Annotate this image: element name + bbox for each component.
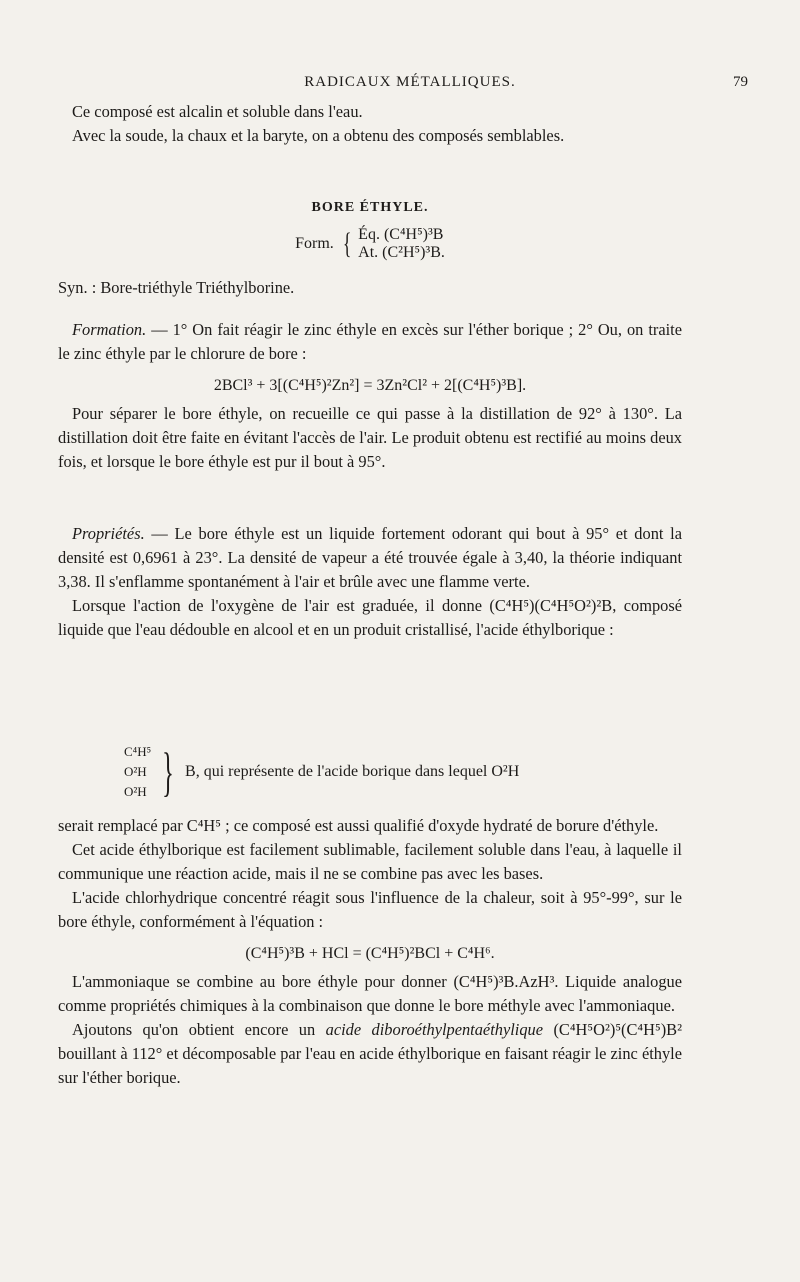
properties-text: — Le bore éthyle est un liquide fortement odorant qui bout à 95° et dont la densité est 0,6961 à 23°. La densité de vapeur a été trouvée égale à 3,40, la théorie indiquant 3,38. Il s'enflamme spontanément à l'air et brûle avec une flamme verte. bbox=[58, 524, 682, 591]
structure-line-1: C⁴H⁵ bbox=[124, 744, 152, 759]
paragraph-replaced: serait remplacé par C⁴H⁵ ; ce composé est aussi qualifié d'oxyde hydraté de borure d'éthyle. bbox=[58, 816, 659, 835]
paragraph-soda: Avec la soude, la chaux et la baryte, on a obtenu des composés semblables. bbox=[72, 126, 565, 145]
paragraph-properties bbox=[58, 522, 682, 594]
remainder-block bbox=[58, 814, 682, 1090]
title-block bbox=[58, 196, 682, 220]
equation-2: (C⁴H⁵)³B + HCl = (C⁴H⁵)²BCl + C⁴H⁶. bbox=[245, 945, 495, 962]
equation-1: 2BCl³ + 3[(C⁴H⁵)²Zn²] = 3Zn²Cl² + 2[(C⁴H⁵)³B]. bbox=[213, 377, 527, 394]
paragraph-separation: Pour séparer le bore éthyle, on recueille ce qui passe à la distillation de 92° à 130°. La distillation doit être faite en évitant l'accès de l'air. Le produit obtenu est rectifié au moins deux fois, et lorsque le bore éthyle est pur il bout à 95°. bbox=[58, 404, 682, 471]
formation-label: Formation. bbox=[72, 320, 147, 339]
diboro-post: (C⁴H⁵O²)⁵(C⁴H⁵)B² bouillant à 112° et décomposable par l'eau en acide éthylborique en faisant réagir le zinc éthyle sur l'éther borique. bbox=[58, 1020, 682, 1087]
paragraph-ammonia: L'ammoniaque se combine au bore éthyle pour donner (C⁴H⁵)³B.AzH³. Liquide analogue comme propriétés chimiques à la combinaison que donne le bore méthyle avec l'ammoniaque. bbox=[58, 972, 682, 1015]
formation-block bbox=[58, 318, 682, 474]
synonyms: Syn. : Bore-triéthyle Triéthylborine. bbox=[58, 278, 295, 297]
paragraph-diboro bbox=[58, 1018, 682, 1090]
paragraph-formation bbox=[58, 318, 682, 366]
paragraph-alkaline: Ce composé est alcalin et soluble dans l'eau. bbox=[72, 102, 363, 121]
section-title: BORE ÉTHYLE. bbox=[311, 200, 429, 215]
formula-atomic: At. (C²H⁵)³B. bbox=[358, 244, 445, 261]
brace-symbol: { bbox=[342, 227, 352, 260]
running-head: RADICAUX MÉTALLIQUES. bbox=[304, 74, 516, 90]
properties-label: Propriétés. bbox=[72, 524, 145, 543]
form-label: Form. bbox=[295, 235, 334, 252]
paragraph-hydrochloric: L'acide chlorhydrique concentré réagit sous l'influence de la chaleur, soit à 95°-99°, sur le bore éthyle, conformément à l'équation : bbox=[58, 888, 682, 931]
structure-text: B, qui représente de l'acide borique dans lequel O²H bbox=[185, 763, 520, 780]
formation-text: — 1° On fait réagir le zinc éthyle en excès sur l'éther borique ; 2° Ou, on traite le zinc éthyle par le chlorure de bore : bbox=[58, 320, 682, 363]
structure-line-3: O²H bbox=[124, 784, 147, 799]
page-body bbox=[58, 100, 682, 148]
paragraph-oxygen: Lorsque l'action de l'oxygène de l'air est graduée, il donne (C⁴H⁵)(C⁴H⁵O²)²B, composé liquide que l'eau dédouble en alcool et en un produit cristallisé, l'acide éthylborique : bbox=[58, 596, 682, 639]
structure-block bbox=[58, 742, 682, 802]
properties-block bbox=[58, 522, 682, 642]
formula-equivalent: Éq. (C⁴H⁵)³B bbox=[358, 226, 444, 243]
page-number: 79 bbox=[733, 74, 748, 90]
page-header bbox=[72, 74, 748, 94]
synonyms-block bbox=[58, 276, 682, 300]
diboro-pre: Ajoutons qu'on obtient encore un bbox=[72, 1020, 326, 1039]
formula-block bbox=[58, 226, 682, 262]
structure-line-2: O²H bbox=[124, 764, 147, 779]
brace-symbol: } bbox=[162, 742, 174, 802]
diboro-italic: acide diboroéthylpentaéthylique bbox=[325, 1020, 544, 1039]
paragraph-sublimable: Cet acide éthylborique est facilement sublimable, facilement soluble dans l'eau, à laquelle il communique une réaction acide, mais il ne se combine pas avec les bases. bbox=[58, 840, 682, 883]
